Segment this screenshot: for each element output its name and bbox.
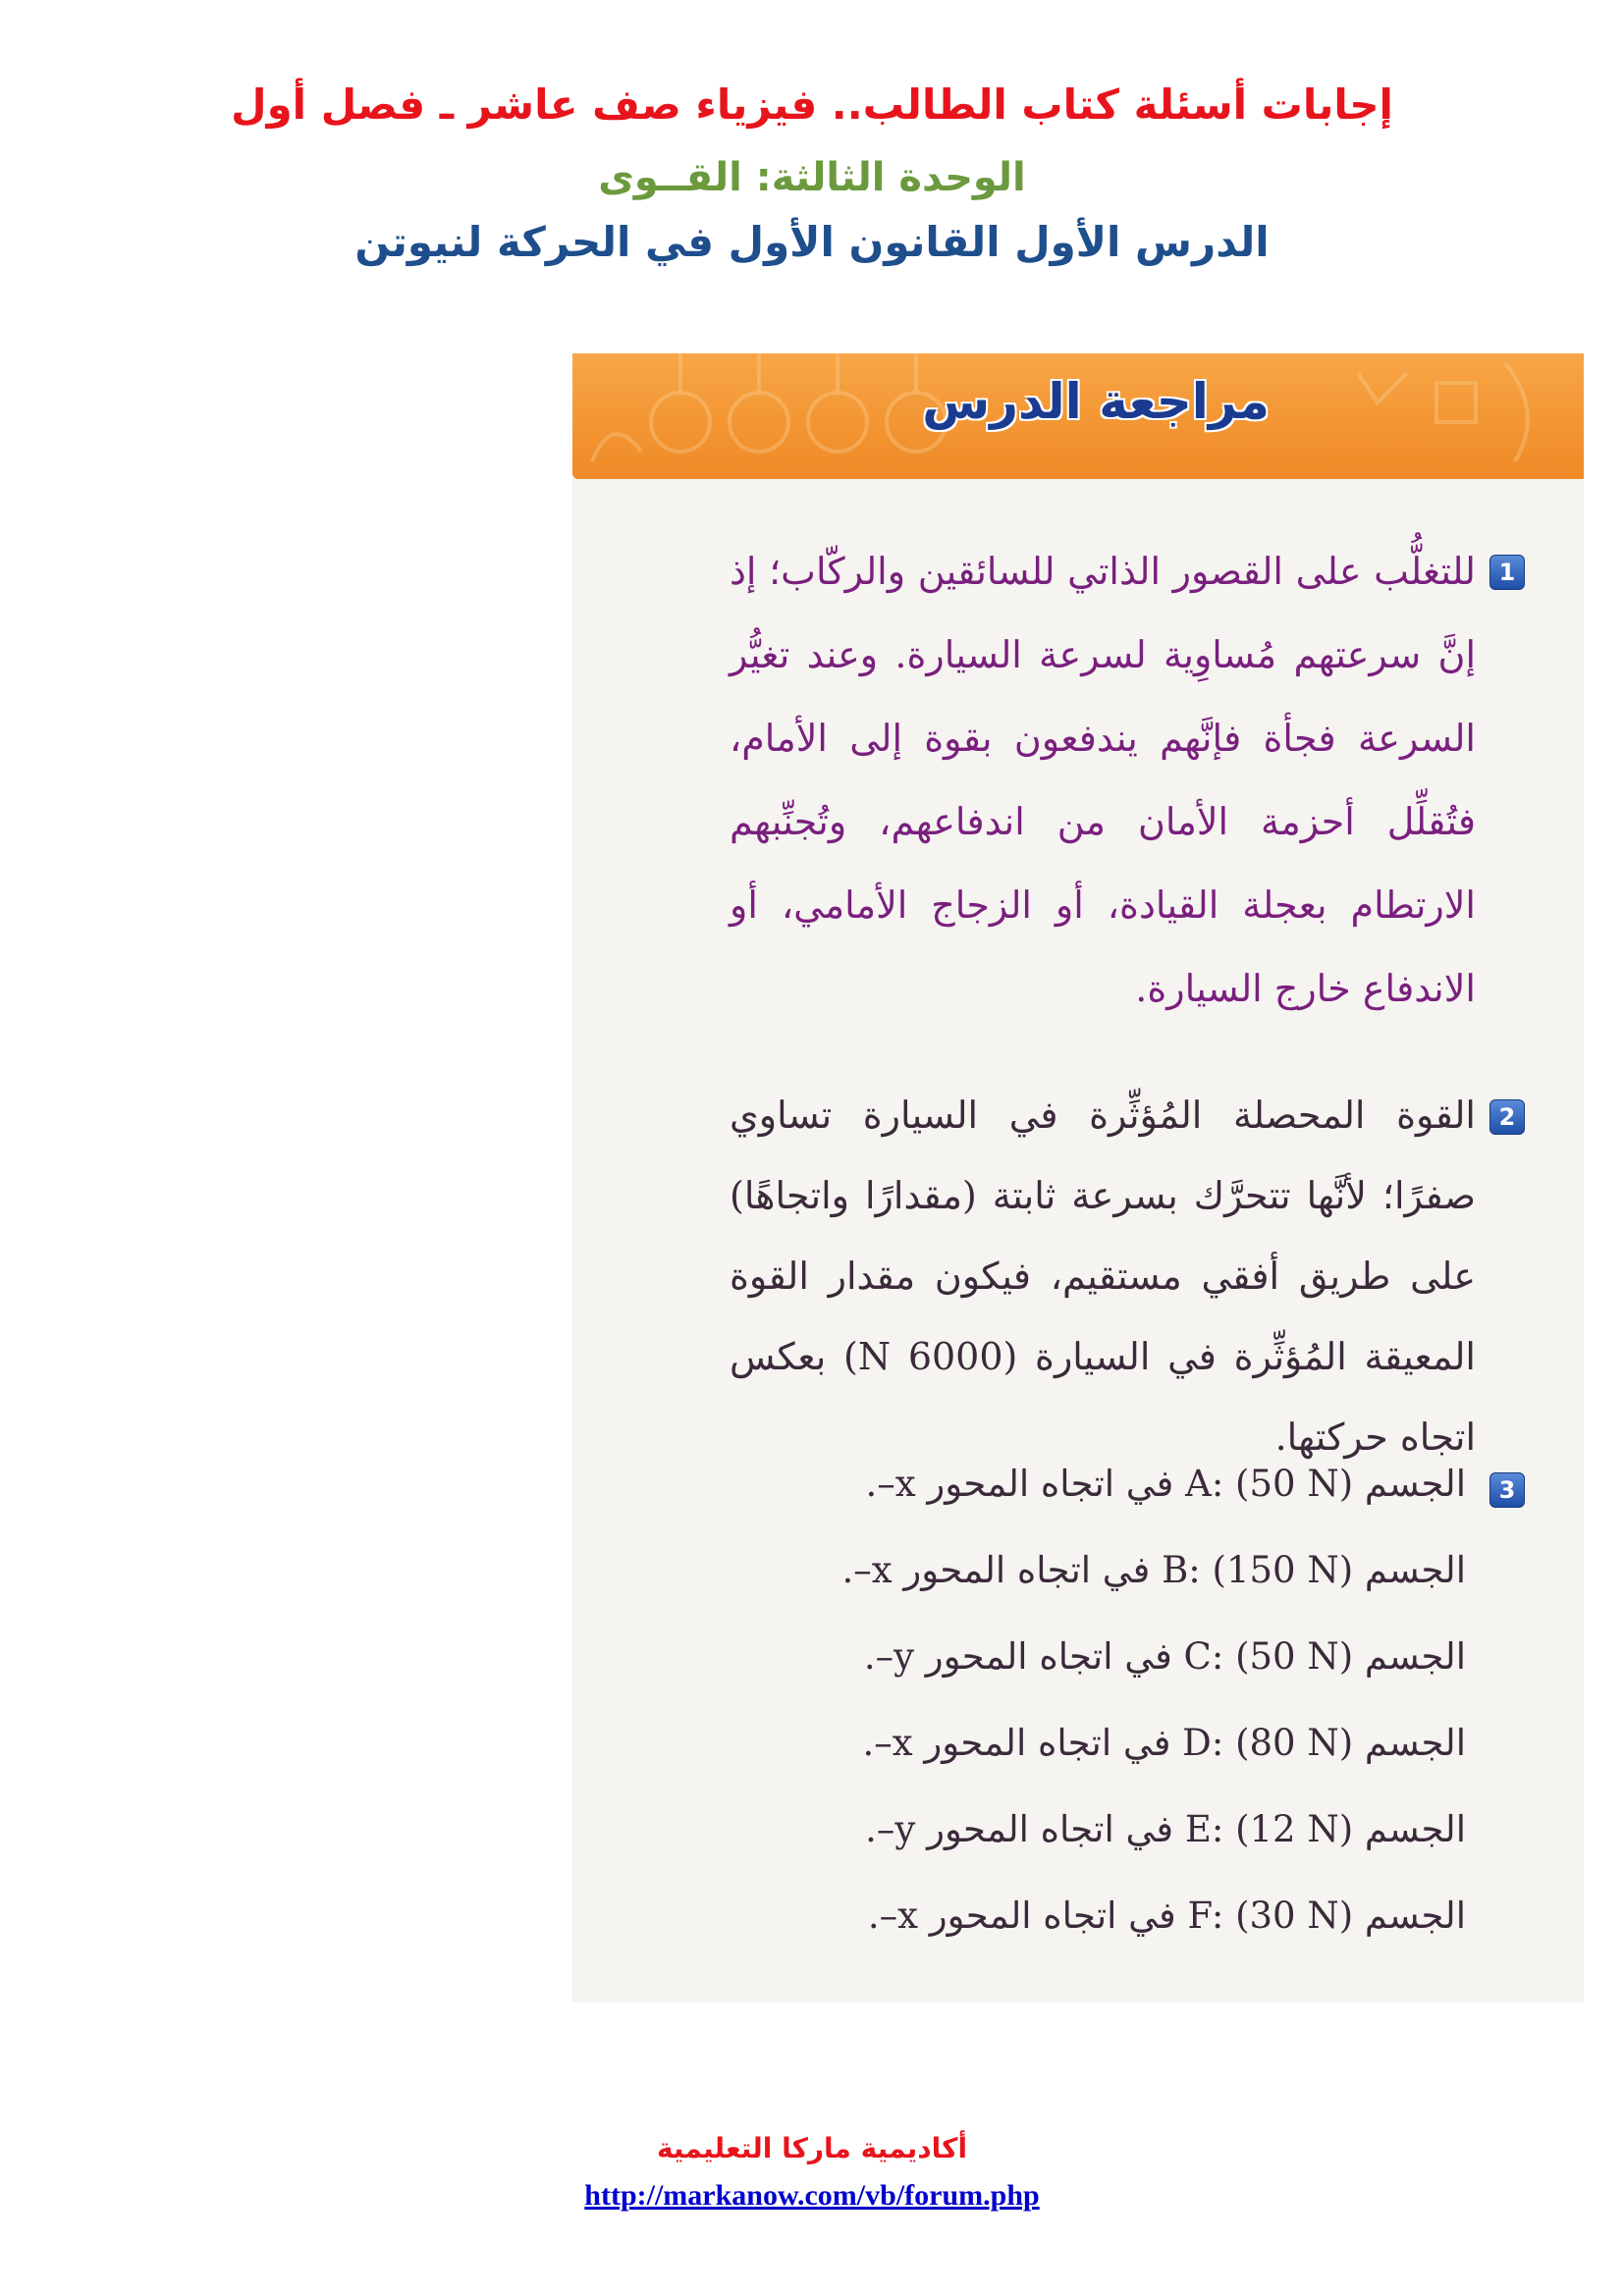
lesson-title: الدرس الأول القانون الأول في الحركة لنيوتن — [354, 218, 1270, 266]
lesson-review-panel — [572, 353, 1584, 2002]
answer-body-d: الجسم D: (80 N) في اتجاه المحور x–. — [862, 1722, 1466, 1764]
answer-body-b: الجسم B: (150 N) في اتجاه المحور x–. — [841, 1549, 1466, 1591]
document-title: إجابات أسئلة كتاب الطالب.. فيزياء صف عاشر ـ فصل أول — [231, 80, 1393, 129]
answer-body-c: الجسم C: (50 N) في اتجاه المحور y–. — [863, 1635, 1466, 1678]
forum-link[interactable]: http://markanow.com/vb/forum.php — [584, 2179, 1040, 2212]
unit-title: الوحدة الثالثة: القــوى — [598, 155, 1026, 200]
question-2-number-badge: 2 — [1489, 1099, 1525, 1135]
question-1-number-badge: 1 — [1489, 555, 1525, 590]
question-1-answer: للتغلُّب على القصور الذاتي للسائقين والركّاب؛ إذ إنَّ سرعتهم مُساوِية لسرعة السيارة. وعند تغيُّر السرعة فجأة فإنَّهم يندفعون بقوة إلى الأمام، فتُقلِّل أحزمة الأمان من اندفاعهم، وتُجنِّبهم الارتطام بعجلة القيادة، أو الزجاج الأمامي، أو الاندفاع خارج السيارة. — [730, 550, 1476, 1010]
answer-body-f: الجسم F: (30 N) في اتجاه المحور x–. — [867, 1895, 1466, 1937]
review-title: مراجعة الدرس — [922, 373, 1270, 430]
question-2-answer: القوة المحصلة المُؤثِّرة في السيارة تساوي صفرًا؛ لأنَّها تتحرَّك بسرعة ثابتة (مقدارًا واتجاهًا) على طريق أفقي مستقيم، فيكون مقدار القوة المعيقة المُؤثِّرة في السيارة (6000 N) بعكس اتجاه حركتها. — [730, 1094, 1476, 1459]
academy-name: أكاديمية ماركا التعليمية — [656, 2132, 968, 2164]
footer-link-wrapper — [0, 2179, 1624, 2213]
review-banner — [572, 353, 1584, 479]
answer-body-a: الجسم A: (50 N) في اتجاه المحور x–. — [865, 1463, 1466, 1505]
answer-body-e: الجسم E: (12 N) في اتجاه المحور y–. — [865, 1808, 1466, 1850]
question-3-number-badge: 3 — [1489, 1472, 1525, 1508]
